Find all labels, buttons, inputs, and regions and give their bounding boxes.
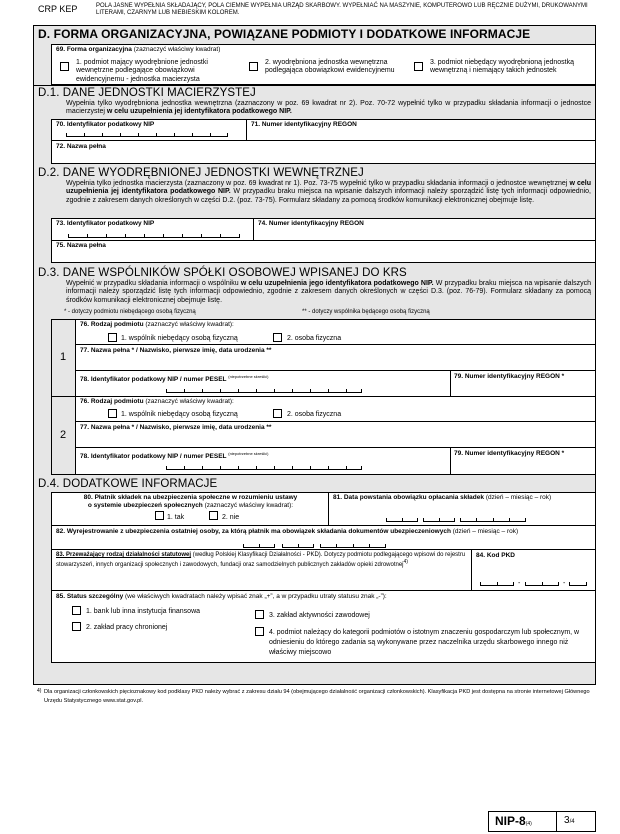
field-80-label: 80. Płatnik składek na ubezpieczenia społeczne w rozumieniu ustawy o systemie ubezpieczeń społecznych (zaznaczyć właściwy kwadrat):	[83, 494, 298, 509]
field-69-label: 69. Forma organizacyjna (zaznaczyć właściwy kwadrat)	[56, 46, 221, 53]
field-72[interactable]	[51, 140, 596, 164]
field-80-yes: 1. tak	[167, 514, 185, 521]
fill-instructions: POLA JASNE WYPEŁNIA SKŁADAJĄCY, POLA CIEMNE WYPEŁNIA URZĄD SKARBOWY. WYPEŁNIAĆ NA MASZYNIE, KOMPUTEROWO LUB RĘCZNIE DUŻYMI, DRUKOWANYMI LITERAMI, CZARNYM LUB NIEBIESKIM KOLOREM.	[96, 3, 588, 16]
partner-1-field-76-label: 76. Rodzaj podmiotu (zaznaczyć właściwy kwadrat):	[80, 321, 234, 328]
section-d4-title: D.4. DODATKOWE INFORMACJE	[38, 478, 218, 490]
partner-2-option-2: 2. osoba fizyczna	[287, 411, 342, 418]
field-84-label: 84. Kod PKD	[476, 552, 516, 559]
status-4: 4. podmiot należący do kategorii podmiotów o istotnym znaczeniu gospodarczym lub społecznym, w odniesieniu do którego zadania są wykonywane przez naczelnika urzędu skarbowego innego niż właściwy miejscowo	[269, 629, 580, 656]
partner-1-field-79-label: 79. Numer identyfikacyjny REGON *	[454, 373, 565, 380]
partner-1-option-2: 2. osoba fizyczna	[287, 335, 342, 342]
section-d1-title: D.1. DANE JEDNOSTKI MACIERZYSTEJ	[38, 87, 256, 99]
field-82-label: 82. Wyrejestrowanie z ubezpieczenia ostatniej osoby, za którą płatnik ma obowiązek składania dokumentów ubezpieczeniowych (dzień – miesiąc – rok)	[56, 528, 519, 535]
field-70-label: 70. Identyfikator podatkowy NIP	[56, 121, 155, 128]
section-d1-intro: Wypełnia tylko wyodrębniona jednostka wewnętrzna (zaznaczony w poz. 69 kwadrat nr 2). Poz. 70-72 wypełnić tylko w przypadku składania informacji o jednostce macierzystej w celu uzupełnienia jej identyfikatora podatkowego NIP.	[66, 100, 591, 116]
partner-2-option-1: 1. wspólnik niebędący osobą fizyczną	[121, 411, 238, 418]
status-2-checkbox[interactable]	[72, 622, 81, 631]
field-75[interactable]	[51, 240, 596, 263]
footnote-mark: 4)	[37, 688, 42, 694]
field-69-option-3-checkbox[interactable]	[414, 62, 423, 71]
status-1: 1. bank lub inna instytucja finansowa	[86, 608, 201, 615]
field-83-label: 83. Przeważający rodzaj działalności statutowej (według Polskiej Klasyfikacji Działalności - PKD). Dotyczy podmiotu podlegającego wpisowi do rejestru stowarzyszeń, innych organizacji społecznych i zawodowych, fundacji oraz samodzielnych publicznych zakładów opieki zdrowotnej$^{4)}$	[56, 552, 466, 569]
form-id: NIP-8(4)	[495, 814, 532, 828]
partner-1-field-78-label: 78. Identyfikator podatkowy NIP / numer PESEL $^{(niepotrzebne skreślić)}$	[80, 374, 269, 384]
field-73-label: 73. Identyfikator podatkowy NIP	[56, 220, 155, 227]
field-80-yes-checkbox[interactable]	[155, 511, 164, 520]
field-75-label: 75. Nazwa pełna	[56, 242, 106, 249]
status-1-checkbox[interactable]	[72, 606, 81, 615]
section-d2-intro: Wypełnia tylko jednostka macierzysta (zaznaczony w poz. 69 kwadrat nr 1). Poz. 73-75 wypełnić tylko w przypadku składania informacji o jednostce wewnętrznej w celu uzupełnienia jej identyfikatora podatkowego NIP. W przypadku braku miejsca na wpisanie dalszych informacji należy sporządzić listę tych informacji odpowiednio, zgodnie z zakresem danych określonych w części D.2. (poz. 73-75). Formularz składany za pomocą środków komunikacji elektronicznej obejmuje listę.	[66, 180, 591, 204]
partner-2-field-78-label: 78. Identyfikator podatkowy NIP / numer PESEL $^{(niepotrzebne skreślić)}$	[80, 451, 269, 461]
field-74-label: 74. Numer identyfikacyjny REGON	[258, 220, 364, 227]
partner-2-field-79-label: 79. Numer identyfikacyjny REGON *	[454, 450, 565, 457]
partner-2-field-77-label: 77. Nazwa pełna * / Nazwisko, pierwsze imię, data urodzenia **	[80, 424, 272, 431]
partner-1-option-2-checkbox[interactable]	[273, 333, 282, 342]
status-3-checkbox[interactable]	[255, 610, 264, 619]
field-81-label: 81. Data powstania obowiązku opłacania składek (dzień – miesiąc – rok)	[333, 494, 552, 501]
field-80-no: 2. nie	[222, 514, 240, 521]
note-non-person: * - dotyczy podmiotu niebędącego osobą fizyczną	[64, 309, 196, 315]
field-69-option-3: 3. podmiot niebędący wyodrębnioną jednostką wewnętrzną i niemający takich jednostek	[430, 59, 574, 75]
status-4-checkbox[interactable]	[255, 627, 264, 636]
field-69-option-2: 2. wyodrębniona jednostka wewnętrzna podlegająca obowiązkowi ewidencyjnemu	[265, 59, 395, 75]
section-d3-title: D.3. DANE WSPÓLNIKÓW SPÓŁKI OSOBOWEJ WPISANEJ DO KRS	[38, 267, 407, 279]
status-2: 2. zakład pracy chronionej	[86, 624, 168, 631]
partner-2-option-2-checkbox[interactable]	[273, 409, 282, 418]
field-69-option-1-checkbox[interactable]	[60, 62, 69, 71]
field-71-label: 71. Numer identyfikacyjny REGON	[251, 121, 357, 128]
section-d2-title: D.2. DANE WYODRĘBNIONEJ JEDNOSTKI WEWNĘTRZNEJ	[38, 167, 364, 179]
footnote-text: Dla organizacji członkowskich pięcioznakowy kod podklasy PKD należy wybrać z zakresu działu 94 (obejmującego działalność organizacji członkowskich). Klasyfikacja PKD jest dostępna na stronie internetowej Głównego Urzędu Statystycznego www.stat.gov.pl.	[44, 689, 590, 704]
partner-2-number: 2	[60, 429, 67, 441]
partner-1-field-77-label: 77. Nazwa pełna * / Nazwisko, pierwsze imię, data urodzenia **	[80, 347, 272, 354]
partner-1-option-1-checkbox[interactable]	[108, 333, 117, 342]
field-69-option-1: 1. podmiot mający wyodrębnione jednostki wewnętrzne podlegające obowiązkowi ewidencyjnemu - jednostka macierzysta	[76, 59, 208, 83]
status-3: 3. zakład aktywności zawodowej	[269, 612, 370, 619]
note-person: ** - dotyczy wspólnika będącego osobą fizyczną	[302, 309, 430, 315]
section-d3-intro: Wypełnić w przypadku składania informacji o wspólniku w celu uzupełnienia jego identyfikatora podatkowego NIP. W przypadku braku miejsca na wpisanie dalszych informacji należy sporządzić listę tych informacji odpowiednio, zgodnie z zakresem danych określonych w części D.3. (poz. 76-79). Formularz składany za pomocą środków komunikacji elektronicznej obejmuje listę.	[66, 280, 592, 304]
page-number: 3/4	[564, 815, 575, 826]
partner-2-option-1-checkbox[interactable]	[108, 409, 117, 418]
field-85-label: 85. Status szczególny (we właściwych kwadratach należy wpisać znak „+”, a w przypadku utraty statusu znak „-”):	[56, 593, 387, 600]
field-69-option-2-checkbox[interactable]	[249, 62, 258, 71]
field-80-no-checkbox[interactable]	[209, 511, 218, 520]
partner-1-option-1: 1. wspólnik niebędący osobą fizyczną	[121, 335, 238, 342]
form-code: CRP KEP	[38, 4, 78, 14]
field-72-label: 72. Nazwa pełna	[56, 143, 106, 150]
section-d-title: D. FORMA ORGANIZACYJNA, POWIĄZANE PODMIOTY I DODATKOWE INFORMACJE	[38, 27, 531, 41]
partner-1-number: 1	[60, 351, 67, 363]
partner-2-field-76-label: 76. Rodzaj podmiotu (zaznaczyć właściwy kwadrat):	[80, 398, 234, 405]
